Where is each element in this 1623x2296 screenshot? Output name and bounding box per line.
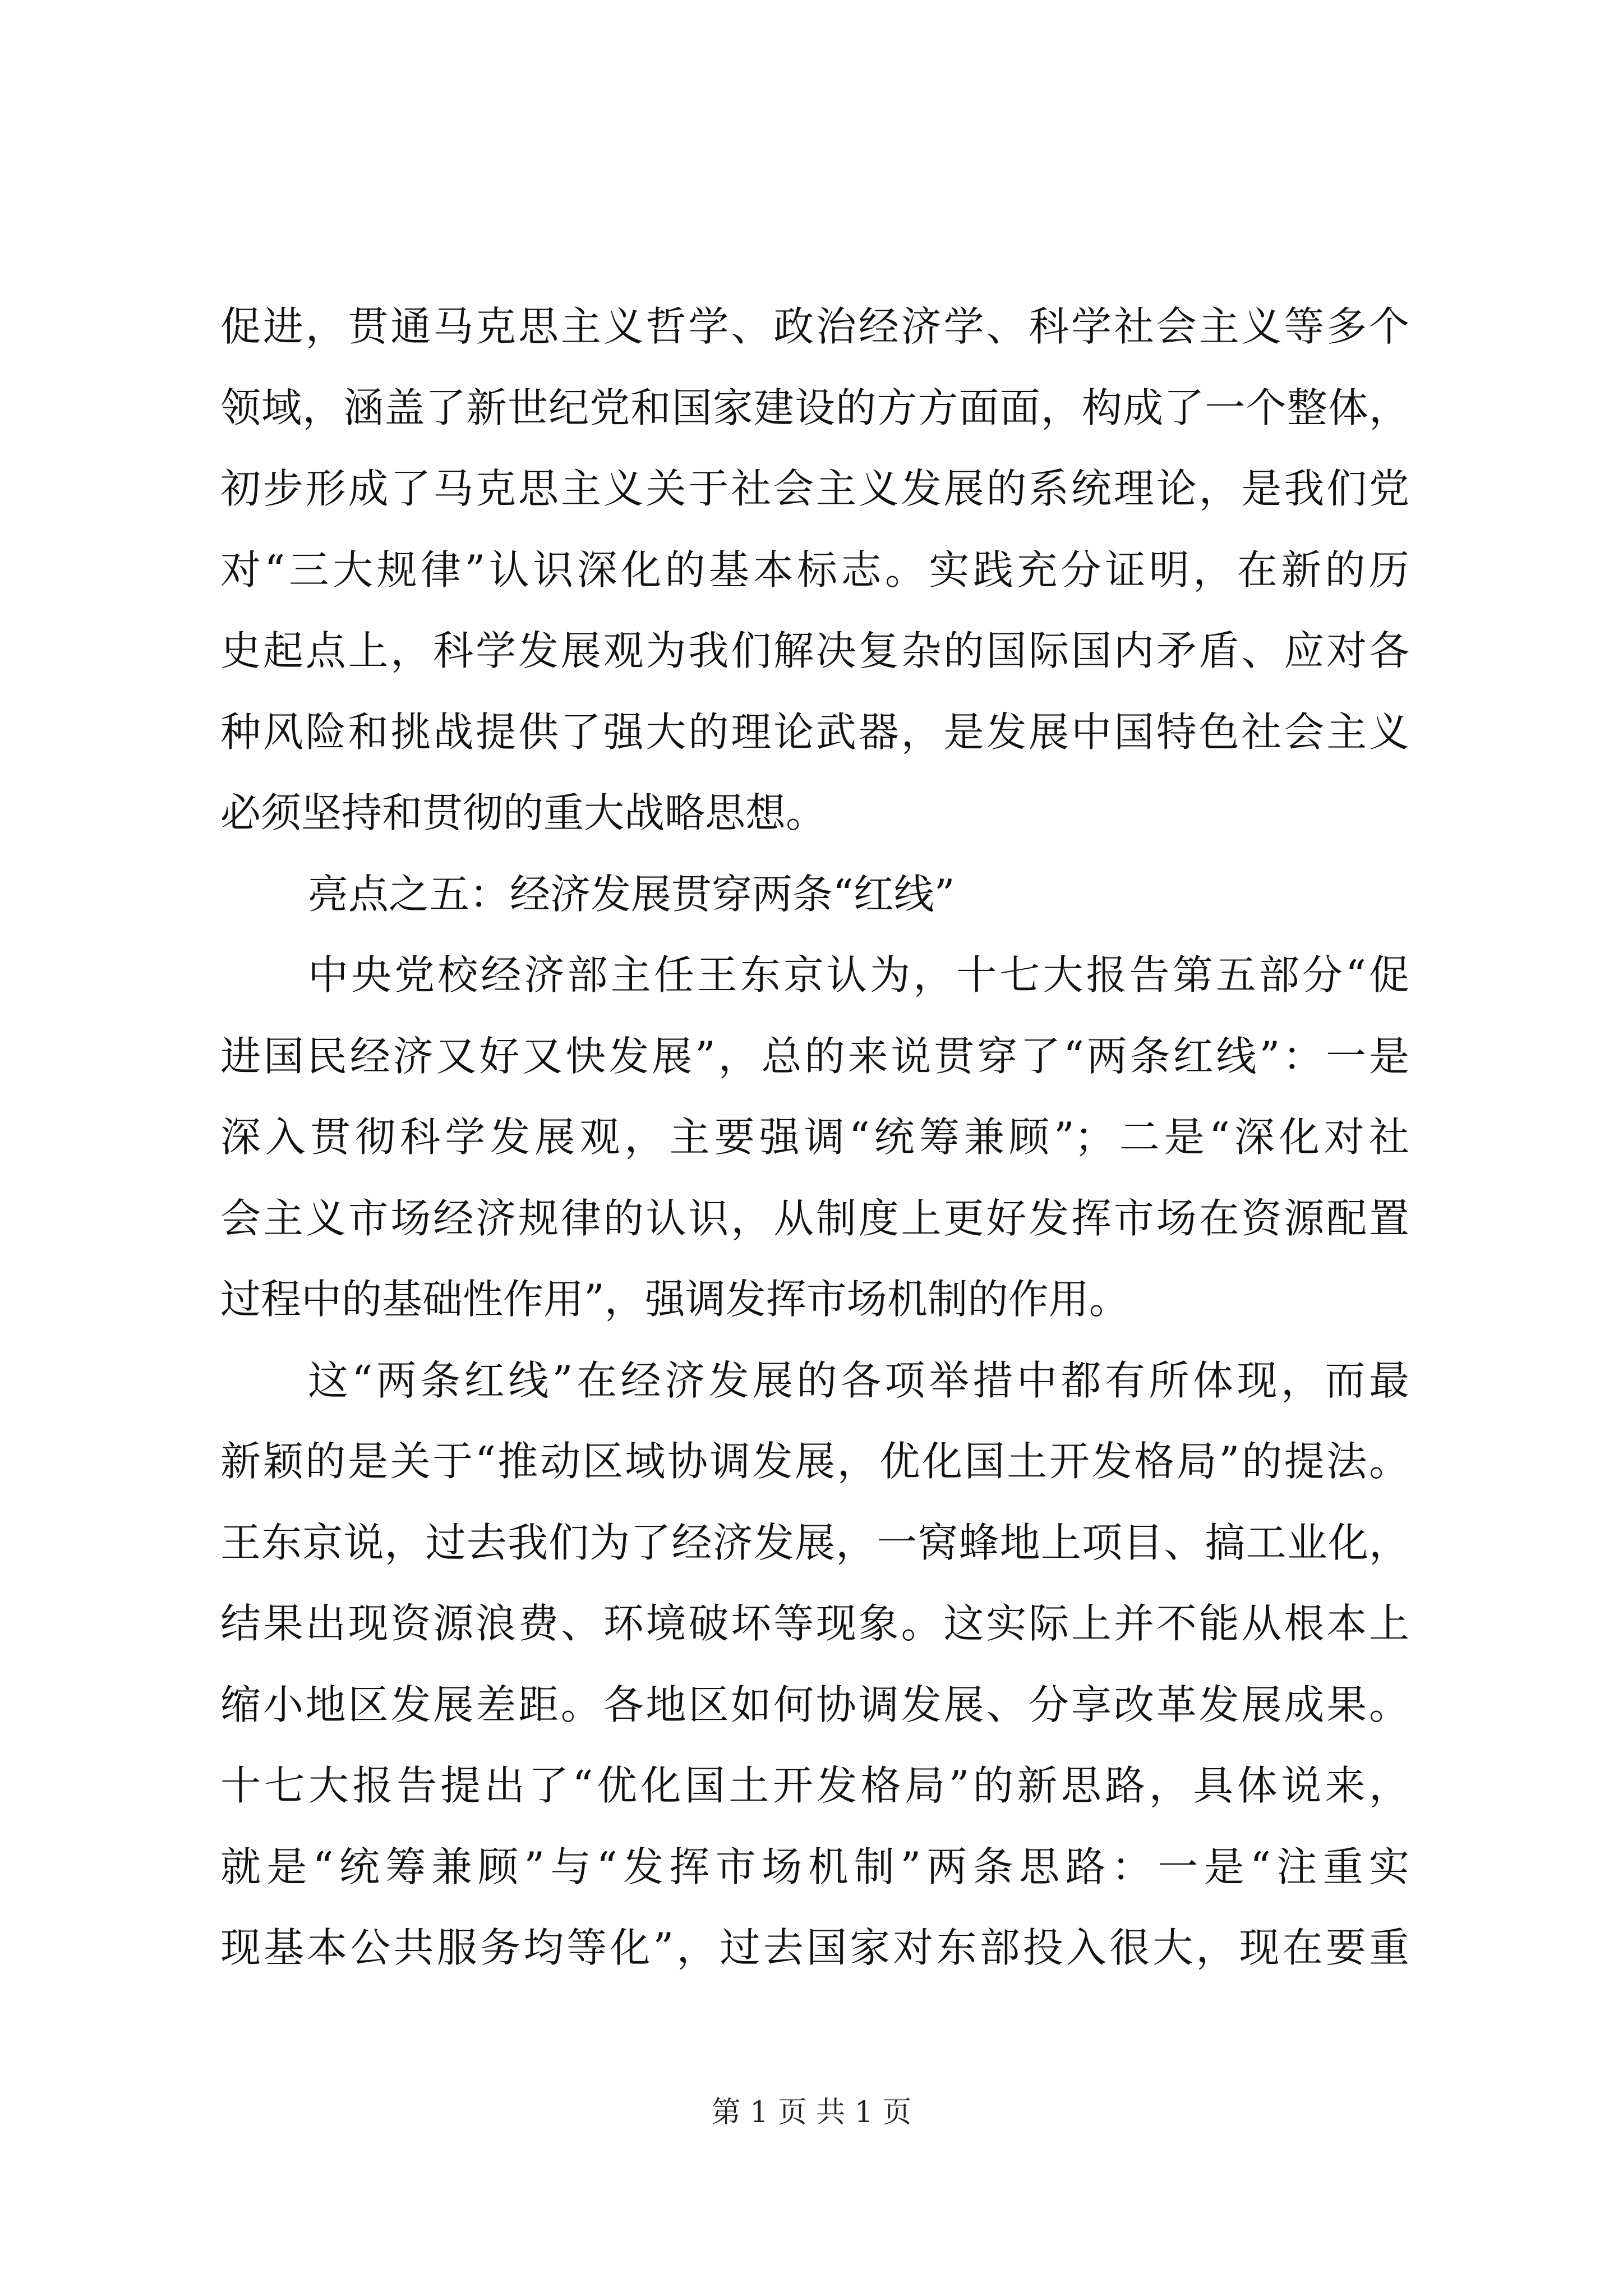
text-line: 王东京说，过去我们为了经济发展，一窝蜂地上项目、搞工业化， (220, 1519, 1409, 1566)
text-line: 深入贯彻科学发展观，主要强调“统筹兼顾”；二是“深化对社 (220, 1114, 1409, 1161)
text-line: 进国民经济又好又快发展”，总的来说贯穿了“两条红线”：一是 (220, 1032, 1409, 1080)
text-line: 十七大报告提出了“优化国土开发格局”的新思路，具体说来， (220, 1762, 1409, 1809)
text-line: 史起点上，科学发展观为我们解决复杂的国际国内矛盾、应对各 (220, 627, 1409, 674)
text-line: 这“两条红线”在经济发展的各项举措中都有所体现，而最 (308, 1356, 1409, 1404)
text-line: 对“三大规律”认识深化的基本标志。实践充分证明，在新的历 (220, 546, 1409, 593)
section-heading: 亮点之五：经济发展贯穿两条“红线” (308, 870, 955, 918)
text-line: 促进，贯通马克思主义哲学、政治经济学、科学社会主义等多个 (220, 303, 1409, 350)
text-line: 新颖的是关于“推动区域协调发展，优化国土开发格局”的提法。 (220, 1438, 1409, 1485)
text-line: 过程中的基础性作用”，强调发挥市场机制的作用。 (220, 1276, 1129, 1323)
text-line: 现基本公共服务均等化”，过去国家对东部投入很大，现在要重 (220, 1924, 1409, 1971)
text-line: 中央党校经济部主任王东京认为，十七大报告第五部分“促 (308, 951, 1409, 999)
text-line: 结果出现资源浪费、环境破坏等现象。这实际上并不能从根本上 (220, 1600, 1409, 1647)
text-line: 缩小地区发展差距。各地区如何协调发展、分享改革发展成果。 (220, 1681, 1409, 1728)
text-line: 种风险和挑战提供了强大的理论武器，是发展中国特色社会主义 (220, 708, 1409, 756)
text-line: 就是“统筹兼顾”与“发挥市场机制”两条思路：一是“注重实 (220, 1843, 1409, 1890)
page-footer: 第 1 页 共 1 页 (711, 2096, 912, 2129)
text-line: 会主义市场经济规律的认识，从制度上更好发挥市场在资源配置 (220, 1194, 1409, 1242)
document-body (220, 286, 1409, 1989)
text-line: 领域，涵盖了新世纪党和国家建设的方方面面，构成了一个整体， (220, 384, 1409, 431)
text-line: 必须坚持和贯彻的重大战略思想。 (220, 789, 827, 836)
text-line: 初步形成了马克思主义关于社会主义发展的系统理论，是我们党 (220, 465, 1409, 512)
